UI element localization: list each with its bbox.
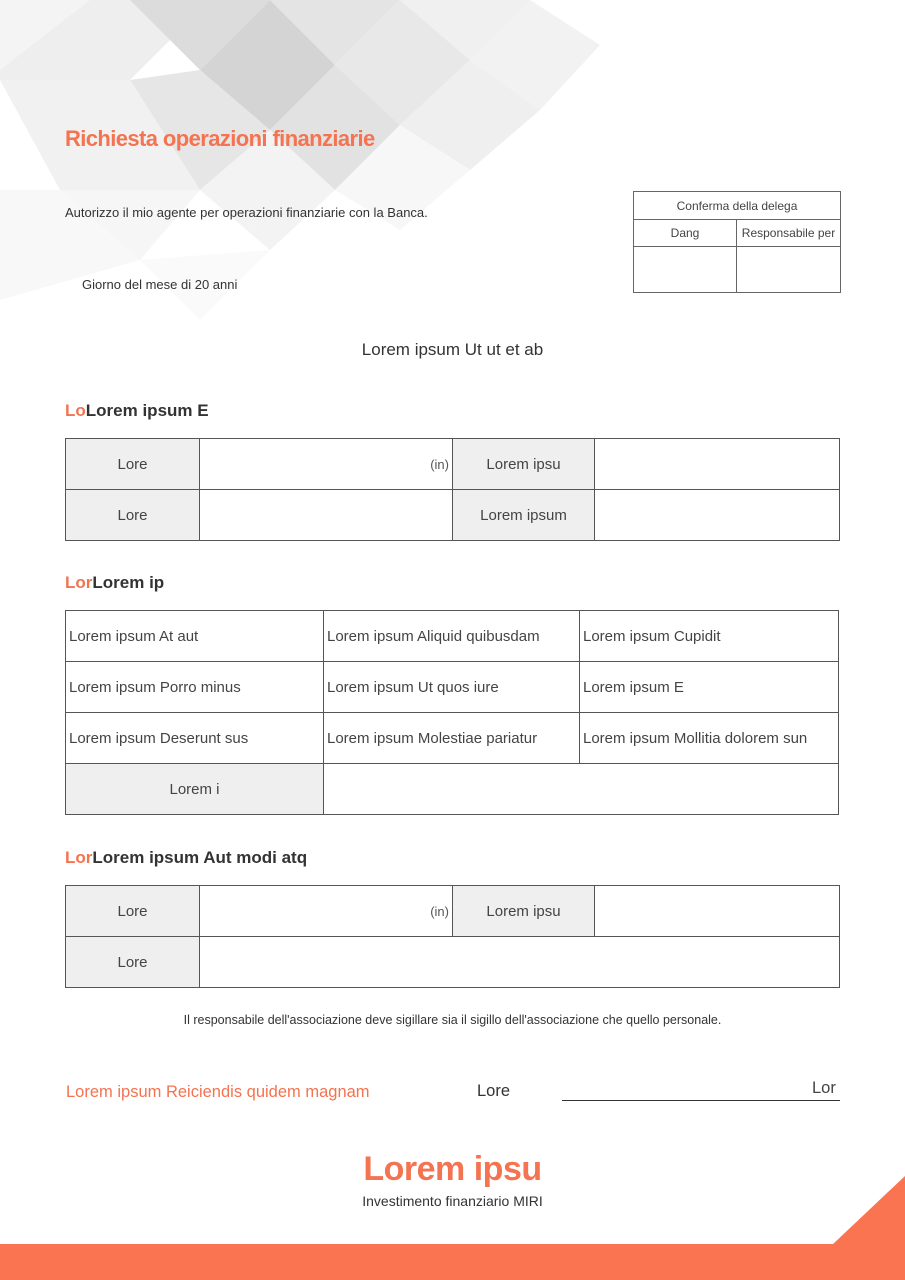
signature-right-text: Lor [812, 1079, 836, 1097]
brand-name: Lorem ipsu [363, 1150, 542, 1188]
confirm-col-dang: Dang [634, 220, 737, 247]
section3-row1-unit: (in) [430, 903, 449, 919]
authorization-text: Autorizzo il mio agente per operazioni finanziarie con la Banca. [65, 205, 428, 220]
section2-options-table [65, 610, 839, 815]
option-cell[interactable]: Lorem ipsum Porro minus [66, 662, 324, 713]
option-cell[interactable]: Lorem ipsum E [580, 662, 839, 713]
table-row [66, 611, 839, 662]
confirm-col-responsible: Responsabile per [737, 220, 841, 247]
signature-middle-text: Lore [477, 1082, 511, 1100]
section1-heading [65, 401, 209, 421]
option-cell[interactable]: Lorem ipsum At aut [66, 611, 324, 662]
footer-corner-triangle [832, 1176, 905, 1245]
section2-heading-accent: Lor [65, 573, 93, 592]
table-row [66, 713, 839, 764]
option-cell[interactable]: Lorem ipsum Deserunt sus [66, 713, 324, 764]
section3-row1-input[interactable] [200, 886, 453, 937]
table-row [66, 490, 840, 541]
table-row [66, 937, 840, 988]
table-row [66, 764, 839, 815]
section1-row1-input2[interactable] [595, 439, 840, 490]
section2-heading-text: Lorem ip [92, 573, 165, 592]
confirm-box-title: Conferma della delega [634, 192, 841, 220]
section1-row1-unit: (in) [430, 456, 449, 472]
section1-row1-label: Lore [66, 439, 200, 490]
option-cell[interactable]: Lorem ipsum Aliquid quibusdam [324, 611, 580, 662]
section3-row1-label2: Lorem ipsu [453, 886, 595, 937]
section3-row2-input[interactable] [200, 937, 840, 988]
confirm-dang-field[interactable] [634, 247, 737, 293]
section1-row2-label2: Lorem ipsum [453, 490, 595, 541]
option-cell[interactable]: Lorem ipsum Cupidit [580, 611, 839, 662]
signature-line[interactable] [562, 1100, 840, 1101]
section2-other-label: Lorem i [66, 764, 324, 815]
section1-row2-label: Lore [66, 490, 200, 541]
center-heading: Lorem ipsum Ut ut et ab [361, 340, 544, 359]
section3-row1-label: Lore [66, 886, 200, 937]
brand-subtitle: Investimento finanziario MIRI [362, 1193, 543, 1209]
section3-table [65, 885, 840, 988]
section2-other-input[interactable] [324, 764, 839, 815]
page-title: Richiesta operazioni finanziarie [65, 126, 375, 151]
option-cell[interactable]: Lorem ipsum Mollitia dolorem sun [580, 713, 839, 764]
section1-heading-accent: Lo [65, 401, 86, 420]
section3-row2-label: Lore [66, 937, 200, 988]
footer-bar [0, 1244, 905, 1280]
section1-row2-input[interactable] [200, 490, 453, 541]
delegation-confirmation-box [633, 191, 841, 293]
section1-row2-input2[interactable] [595, 490, 840, 541]
table-row [66, 886, 840, 937]
table-row [66, 662, 839, 713]
section1-row1-input[interactable] [200, 439, 453, 490]
date-line: Giorno del mese di 20 anni [82, 277, 238, 292]
confirm-responsible-field[interactable] [737, 247, 841, 293]
section3-heading-text: Lorem ipsum Aut modi atq [92, 848, 308, 867]
option-cell[interactable]: Lorem ipsum Ut quos iure [324, 662, 580, 713]
section2-heading [65, 573, 164, 593]
table-row [66, 439, 840, 490]
section1-row1-label2: Lorem ipsu [453, 439, 595, 490]
section3-heading [65, 848, 307, 868]
section3-heading-accent: Lor [65, 848, 93, 867]
section3-row1-input2[interactable] [595, 886, 840, 937]
section1-heading-text: Lorem ipsum E [85, 401, 209, 420]
seal-note: Il responsabile dell'associazione deve sigillare sia il sigillo dell'associazione che quello personale. [183, 1013, 722, 1027]
signature-label: Lorem ipsum Reiciendis quidem magnam [66, 1083, 370, 1101]
section1-table [65, 438, 840, 541]
option-cell[interactable]: Lorem ipsum Molestiae pariatur [324, 713, 580, 764]
